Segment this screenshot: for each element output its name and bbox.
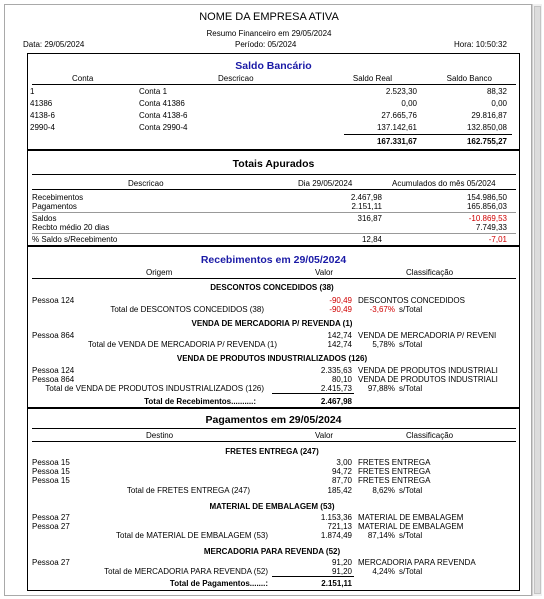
group-total-suffix: s/Total bbox=[399, 305, 423, 314]
group-total-percent: 8,62% bbox=[372, 486, 395, 495]
conta-cell: 41386 bbox=[30, 99, 53, 108]
col-conta: Conta bbox=[72, 74, 94, 83]
group-total-percent: 87,14% bbox=[367, 531, 395, 540]
group-title: FRETES ENTREGA (247) bbox=[225, 447, 319, 456]
total-saldo-banco: 162.755,27 bbox=[466, 137, 507, 146]
report-subtitle: Resumo Financeiro em 29/05/2024 bbox=[206, 29, 332, 38]
descricao-cell: Conta 2990-4 bbox=[139, 123, 188, 132]
classificacao-cell: MATERIAL DE EMBALAGEM bbox=[358, 522, 464, 531]
pessoa-cell: Pessoa 124 bbox=[32, 296, 75, 305]
totais-acum: -10.869,53 bbox=[468, 214, 507, 223]
valor-cell: 3,00 bbox=[336, 458, 352, 467]
group-title: VENDA DE MERCADORIA P/ REVENDA (1) bbox=[191, 319, 353, 328]
divider bbox=[32, 189, 516, 190]
saldo-real-cell: 27.665,76 bbox=[381, 111, 417, 120]
valor-cell: 142,74 bbox=[327, 331, 352, 340]
group-total-valor: 91,20 bbox=[331, 567, 352, 576]
totais-acum: -7,01 bbox=[488, 235, 507, 244]
totais-label: Recbto médio 20 dias bbox=[32, 223, 110, 232]
saldo-banco-cell: 88,32 bbox=[486, 87, 507, 96]
group-total-suffix: s/Total bbox=[399, 567, 423, 576]
pessoa-cell: Pessoa 15 bbox=[32, 476, 70, 485]
saldo-real-cell: 0,00 bbox=[401, 99, 417, 108]
group-total-valor: -90,49 bbox=[329, 305, 352, 314]
descricao-cell: Conta 1 bbox=[139, 87, 168, 96]
pessoa-cell: Pessoa 15 bbox=[32, 458, 70, 467]
totais-label: Recebimentos bbox=[32, 193, 84, 202]
divider bbox=[32, 278, 516, 279]
divider bbox=[32, 428, 516, 429]
saldo-banco-cell: 0,00 bbox=[491, 99, 507, 108]
group-total-label: Total de MATERIAL DE EMBALAGEM (53) bbox=[115, 531, 268, 540]
totais-title: Totais Apurados bbox=[232, 158, 315, 170]
totais-label: Saldos bbox=[32, 214, 57, 223]
col-classificacao: Classificação bbox=[406, 268, 454, 277]
report-time: Hora: 10:50:32 bbox=[454, 40, 507, 49]
group-title: MERCADORIA PARA REVENDA (52) bbox=[203, 547, 341, 556]
pessoa-cell: Pessoa 27 bbox=[32, 513, 70, 522]
total-divider bbox=[272, 393, 354, 394]
recebimentos-title: Recebimentos em 29/05/2024 bbox=[200, 254, 347, 266]
col-classificacao: Classificação bbox=[406, 431, 454, 440]
pessoa-cell: Pessoa 864 bbox=[32, 375, 75, 384]
pessoa-cell: Pessoa 124 bbox=[32, 366, 75, 375]
valor-cell: 91,20 bbox=[331, 558, 352, 567]
group-total-label: Total de FRETES ENTREGA (247) bbox=[126, 486, 250, 495]
totais-acum: 7.749,33 bbox=[475, 223, 507, 232]
group-title: VENDA DE PRODUTOS INDUSTRIALIZADOS (126) bbox=[176, 354, 368, 363]
col-valor: Valor bbox=[315, 268, 334, 277]
valor-cell: 1.153,36 bbox=[320, 513, 352, 522]
pessoa-cell: Pessoa 15 bbox=[32, 467, 70, 476]
col-saldo-real: Saldo Real bbox=[352, 74, 392, 83]
group-total-suffix: s/Total bbox=[399, 486, 423, 495]
pagamentos-title: Pagamentos em 29/05/2024 bbox=[205, 414, 342, 426]
scrollbar-thumb[interactable] bbox=[534, 6, 541, 594]
group-total-percent: -3,67% bbox=[369, 305, 395, 314]
classificacao-cell: VENDA DE PRODUTOS INDUSTRIALI bbox=[358, 366, 498, 375]
group-total-label: Total de DESCONTOS CONCEDIDOS (38) bbox=[110, 305, 264, 314]
group-title: MATERIAL DE EMBALAGEM (53) bbox=[209, 502, 335, 511]
totais-dia: 12,84 bbox=[361, 235, 382, 244]
total-divider bbox=[344, 134, 512, 135]
classificacao-cell: FRETES ENTREGA bbox=[358, 476, 431, 485]
group-total-suffix: s/Total bbox=[399, 340, 423, 349]
classificacao-cell: FRETES ENTREGA bbox=[358, 467, 431, 476]
totais-dia: 2.151,11 bbox=[351, 202, 382, 211]
saldo-real-cell: 137.142,61 bbox=[376, 123, 417, 132]
group-total-percent: 97,88% bbox=[367, 384, 395, 393]
report-page bbox=[4, 4, 532, 596]
total-recebimentos-label: Total de Recebimentos..........: bbox=[144, 397, 256, 406]
col-destino: Destino bbox=[146, 431, 174, 440]
divider bbox=[32, 174, 516, 175]
descricao-cell: Conta 41386 bbox=[139, 99, 185, 108]
totais-apurados-section bbox=[27, 150, 520, 246]
col-dia: Dia 29/05/2024 bbox=[298, 179, 353, 188]
report-period: Período: 05/2024 bbox=[235, 40, 297, 49]
pessoa-cell: Pessoa 27 bbox=[32, 522, 70, 531]
saldo-banco-cell: 132.850,08 bbox=[466, 123, 507, 132]
conta-cell: 2990-4 bbox=[30, 123, 55, 132]
group-total-valor: 1.874,49 bbox=[320, 531, 352, 540]
divider bbox=[32, 84, 516, 85]
group-total-suffix: s/Total bbox=[399, 531, 423, 540]
divider bbox=[32, 233, 516, 234]
totais-acum: 165.856,03 bbox=[466, 202, 507, 211]
col-valor: Valor bbox=[315, 431, 334, 440]
classificacao-cell: FRETES ENTREGA bbox=[358, 458, 431, 467]
valor-cell: -90,49 bbox=[329, 296, 352, 305]
classificacao-cell: MATERIAL DE EMBALAGEM bbox=[358, 513, 464, 522]
pessoa-cell: Pessoa 864 bbox=[32, 331, 75, 340]
total-pagamentos-valor: 2.151,11 bbox=[321, 579, 352, 588]
col-descricao: Descricao bbox=[218, 74, 254, 83]
company-name: NOME DA EMPRESA ATIVA bbox=[199, 11, 339, 23]
col-descricao: Descricao bbox=[128, 179, 164, 188]
classificacao-cell: VENDA DE MERCADORIA P/ REVENI bbox=[358, 331, 497, 340]
group-total-label: Total de MERCADORIA PARA REVENDA (52) bbox=[104, 567, 268, 576]
totais-dia: 2.467,98 bbox=[350, 193, 382, 202]
total-recebimentos-valor: 2.467,98 bbox=[320, 397, 352, 406]
group-total-percent: 5,78% bbox=[372, 340, 395, 349]
group-total-label: Total de VENDA DE MERCADORIA P/ REVENDA (1) bbox=[88, 340, 277, 349]
valor-cell: 94,72 bbox=[331, 467, 352, 476]
divider bbox=[32, 212, 516, 213]
group-total-valor: 2.415,73 bbox=[320, 384, 352, 393]
total-saldo-real: 167.331,67 bbox=[376, 137, 417, 146]
pessoa-cell: Pessoa 27 bbox=[32, 558, 70, 567]
valor-cell: 80,10 bbox=[331, 375, 352, 384]
classificacao-cell: MERCADORIA PARA REVENDA bbox=[358, 558, 476, 567]
vertical-scrollbar[interactable] bbox=[532, 4, 542, 596]
recebimentos-section bbox=[27, 246, 520, 408]
classificacao-cell: DESCONTOS CONCEDIDOS bbox=[358, 296, 465, 305]
pagamentos-section bbox=[27, 408, 520, 591]
saldo-banco-cell: 29.816,87 bbox=[471, 111, 507, 120]
totais-label: % Saldo s/Recebimento bbox=[32, 235, 118, 244]
totais-dia: 316,87 bbox=[357, 214, 382, 223]
conta-cell: 1 bbox=[30, 87, 35, 96]
report-date: Data: 29/05/2024 bbox=[23, 40, 85, 49]
saldo-title: Saldo Bancário bbox=[235, 60, 312, 72]
valor-cell: 721,13 bbox=[327, 522, 352, 531]
descricao-cell: Conta 4138-6 bbox=[139, 111, 188, 120]
saldo-bancario-section bbox=[27, 53, 520, 150]
valor-cell: 2.335,63 bbox=[320, 366, 352, 375]
totais-label: Pagamentos bbox=[32, 202, 77, 211]
group-total-suffix: s/Total bbox=[399, 384, 423, 393]
saldo-real-cell: 2.523,30 bbox=[385, 87, 417, 96]
valor-cell: 87,70 bbox=[331, 476, 352, 485]
col-acumulados: Acumulados do mês 05/2024 bbox=[392, 179, 496, 188]
group-total-label: Total de VENDA DE PRODUTOS INDUSTRIALIZADOS (126) bbox=[45, 384, 264, 393]
group-total-valor: 142,74 bbox=[327, 340, 352, 349]
totais-acum: 154.986,50 bbox=[466, 193, 507, 202]
classificacao-cell: VENDA DE PRODUTOS INDUSTRIALI bbox=[358, 375, 498, 384]
total-pagamentos-label: Total de Pagamentos.......: bbox=[169, 579, 268, 588]
divider bbox=[32, 441, 516, 442]
total-divider bbox=[272, 576, 354, 577]
group-title: DESCONTOS CONCEDIDOS (38) bbox=[210, 283, 334, 292]
col-saldo-banco: Saldo Banco bbox=[446, 74, 492, 83]
conta-cell: 4138-6 bbox=[30, 111, 55, 120]
group-total-percent: 4,24% bbox=[372, 567, 395, 576]
group-total-valor: 185,42 bbox=[327, 486, 352, 495]
col-origem: Origem bbox=[146, 268, 173, 277]
